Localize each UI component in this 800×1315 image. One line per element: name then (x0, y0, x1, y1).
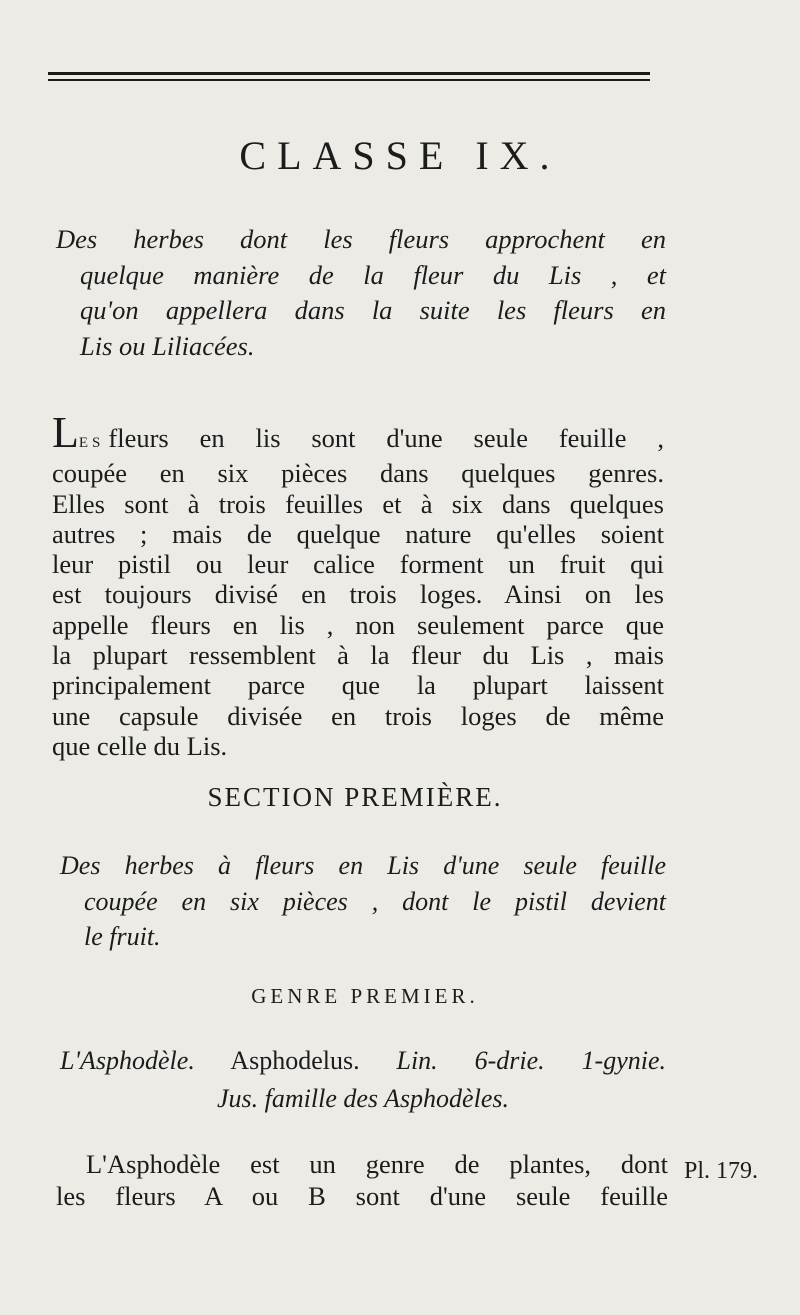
genus-heading-line (60, 1042, 666, 1080)
genus-latin: Asphodelus. (230, 1046, 360, 1075)
final-paragraph (56, 1148, 668, 1212)
class-description (56, 222, 666, 364)
linnaean-order: 1-gynie. (581, 1046, 666, 1075)
genre-title: GENRE PREMIER. (251, 984, 479, 1008)
body-line: Elles sont à trois feuilles et à six dans quelques (52, 488, 664, 519)
header-rule-bottom (48, 79, 650, 81)
body-line: appelle fleurs en lis , non seulement parce que (52, 609, 664, 640)
body-line: une capsule divisée en trois loges de même (52, 700, 664, 731)
body-line: principalement parce que la plupart laissent (52, 670, 664, 701)
body-line: coupée en six pièces dans quelques genres. (52, 458, 664, 489)
genus-name: L'Asphodèle. (60, 1046, 195, 1075)
body-paragraph (52, 408, 664, 761)
section-title: SECTION PREMIÈRE. (207, 782, 503, 812)
header-rule-top (48, 72, 650, 75)
final-line: L'Asphodèle est un genre de plantes, dont (86, 1149, 668, 1179)
body-line (52, 408, 664, 458)
class-description-line: qu'on appellera dans la suite les fleurs en (80, 295, 666, 325)
class-title: CLASSE IX. (239, 133, 561, 178)
body-line: leur pistil ou leur calice forment un fruit qui (52, 549, 664, 580)
body-line: autres ; mais de quelque nature qu'elles soient (52, 518, 664, 549)
body-line: la plupart ressemblent à la fleur du Lis , mais (52, 640, 664, 671)
section-description-line: coupée en six pièces , dont le pistil devient (84, 886, 666, 916)
small-caps: ES (78, 435, 105, 451)
section-description (60, 848, 666, 955)
genus-heading (60, 1042, 666, 1118)
drop-cap: L (52, 408, 79, 457)
section-description-line: Des herbes à fleurs en Lis d'une seule feuille (60, 851, 666, 880)
section-description-line: le fruit. (84, 922, 161, 951)
final-line: les fleurs A ou B sont d'une seule feuille (56, 1181, 668, 1211)
body-line: que celle du Lis. (52, 730, 228, 761)
class-description-line: Des herbes dont les fleurs approchent en (56, 224, 666, 254)
linnaeus-ref: Lin. (396, 1046, 438, 1075)
class-description-line: quelque manière de la fleur du Lis , et (80, 259, 666, 290)
plate-reference: Pl. 179. (684, 1158, 759, 1184)
body-line-rest: fleurs en lis sont d'une seule feuille , (108, 423, 664, 453)
linnaean-class: 6-drie. (474, 1046, 545, 1075)
body-line: est toujours divisé en trois loges. Ainsi on les (52, 579, 664, 610)
class-description-line: Lis ou Liliacées. (80, 330, 255, 361)
jussieu-family: Jus. famille des Asphodèles. (217, 1084, 509, 1113)
